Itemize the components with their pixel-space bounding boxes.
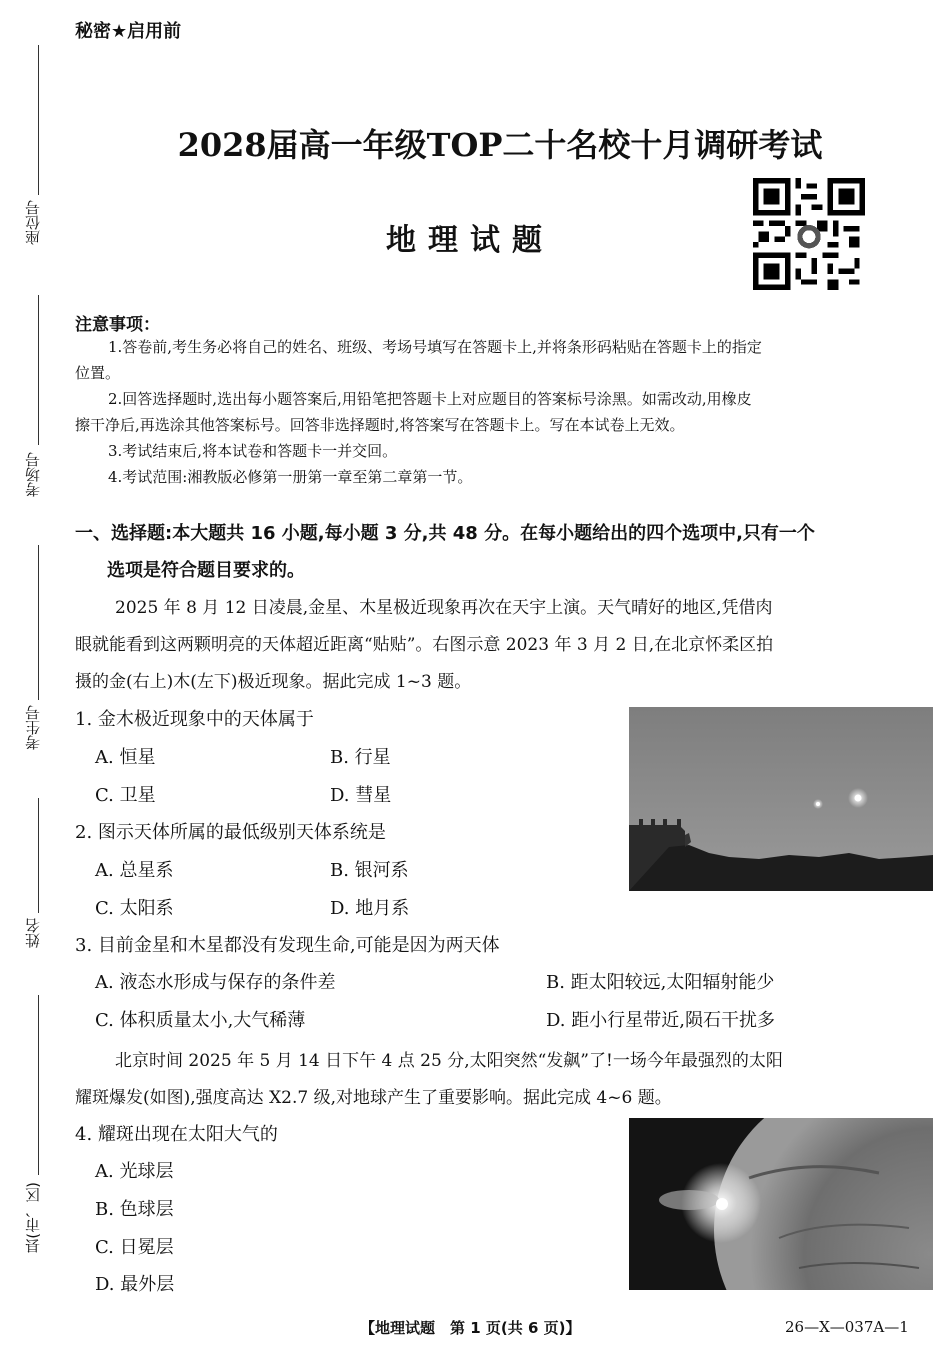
notice-item: 2.回答选择题时,选出每小题答案后,用铅笔把答题卡上对应题目的答案标号涂黑。如需改动,用橡皮 [108,390,752,408]
page-footer: 【地理试题 第 1 页(共 6 页)】 [360,1319,581,1337]
notice-item: 位置。 [75,364,121,382]
question-1-stem: 1. 金木极近现象中的天体属于 [75,709,314,730]
county-label: 县(市、区) [24,1182,42,1254]
name-label: 姓名 [24,918,42,948]
notice-item: 3.考试结束后,将本试卷和答题卡一并交回。 [108,442,398,460]
exam-title: 2028届高一年级TOP二十名校十月调研考试 [177,126,823,164]
option-b: B. 色球层 [95,1199,174,1220]
option-c: C. 日冕层 [95,1237,174,1258]
seat-label: 座位号 [24,200,42,245]
option-d: D. 地月系 [330,898,410,919]
option-d: D. 彗星 [330,785,392,806]
option-b: B. 距太阳较远,太阳辐射能少 [546,972,775,993]
option-a: A. 光球层 [95,1161,174,1182]
question-3-stem: 3. 目前金星和木星都没有发现生命,可能是因为两天体 [75,935,500,956]
room-label: 考场号 [24,452,42,497]
conjunction-photo [629,707,933,891]
option-c: C. 体积质量太小,大气稀薄 [95,1010,306,1031]
secret-mark: 秘密★启用前 [75,21,182,42]
notice-item: 擦干净后,再选涂其他答案标号。回答非选择题时,将答案写在答题卡上。写在本试卷上无效。 [75,416,685,434]
question-4-stem: 4. 耀斑出现在太阳大气的 [75,1124,278,1145]
qr-code-icon [753,178,865,290]
subject-title: 地理试题 [386,223,554,258]
option-a: A. 总星系 [95,860,174,881]
sidebar-line [38,295,39,445]
section-heading: 一、选择题:本大题共 16 小题,每小题 3 分,共 48 分。在每小题给出的四个选项中,只有一个 选项是符合题目要求的。 [75,523,815,581]
option-d: D. 距小行星带近,陨石干扰多 [546,1010,775,1031]
sidebar-line [38,995,39,1175]
sidebar-line [38,545,39,700]
notice-item: 1.答卷前,考生务必将自己的姓名、班级、考场号填写在答题卡上,并将条形码粘贴在答题卡上的指定 [108,338,762,356]
option-b: B. 行星 [330,747,391,768]
notice-item: 4.考试范围:湘教版必修第一册第一章至第二章第一节。 [108,468,473,486]
sidebar-line [38,798,39,913]
option-a: A. 液态水形成与保存的条件差 [95,972,336,993]
material-1: 2025 年 8 月 12 日凌晨,金星、木星极近现象再次在天宇上演。天气晴好的地区,凭借肉 眼就能看到这两颗明亮的天体超近距离“贴贴”。右图示意 2023 年 3 月 2 日,在北京怀柔区拍 摄的金(右上)木(左下)极近现象。据此完成 1~3 题。 [75,598,774,692]
question-2-stem: 2. 图示天体所属的最低级别天体系统是 [75,822,386,843]
option-c: C. 卫星 [95,785,156,806]
option-d: D. 最外层 [95,1274,175,1295]
examinee-label: 考生号 [24,705,42,750]
solar-flare-photo [629,1118,933,1290]
option-c: C. 太阳系 [95,898,174,919]
option-b: B. 银河系 [330,860,409,881]
notice-title: 注意事项： [75,315,160,335]
option-a: A. 恒星 [95,747,156,768]
material-2: 北京时间 2025 年 5 月 14 日下午 4 点 25 分,太阳突然“发飙”了!一场今年最强烈的太阳 耀斑爆发(如图),强度高达 X2.7 级,对地球产生了重要影响。据此完成 4~6 题。 [75,1051,783,1108]
paper-code: 26—X—037A—1 [785,1318,909,1336]
